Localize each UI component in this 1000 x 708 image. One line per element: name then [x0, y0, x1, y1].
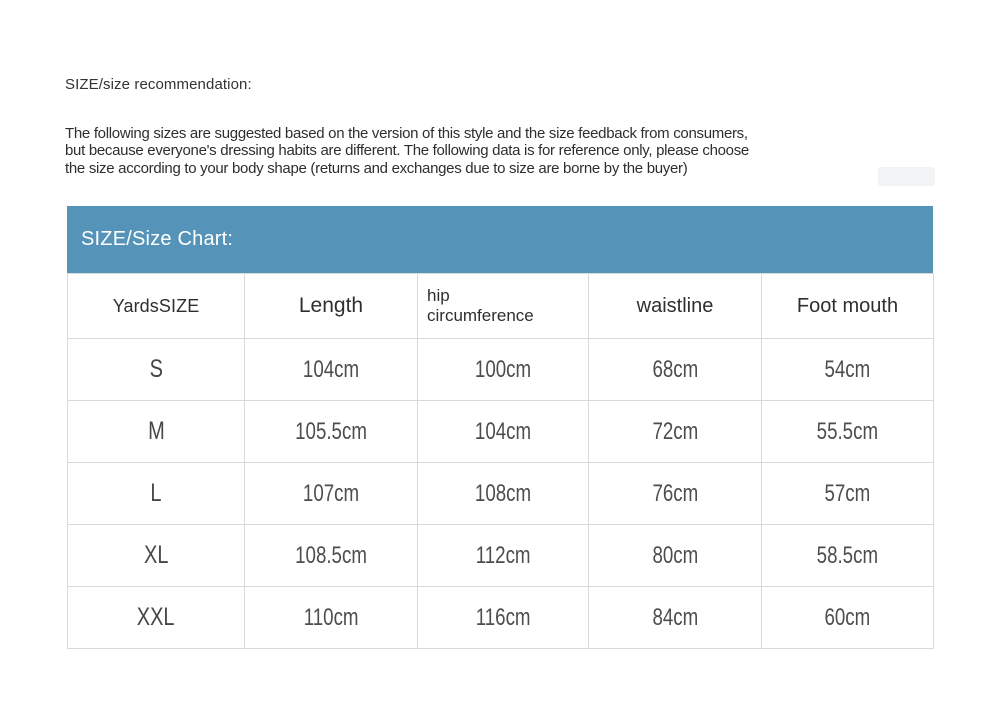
- table-row-s: [68, 339, 934, 401]
- waist-cell: 72cm: [589, 401, 762, 463]
- description-line-1: The following sizes are suggested based on the version of this style and the size feedback from consumers,: [65, 125, 748, 142]
- column-header-hip: [418, 274, 589, 339]
- table-row-l: [68, 463, 934, 525]
- length-cell: 108.5cm: [245, 525, 418, 587]
- size-description: [65, 125, 749, 177]
- length-cell: 105.5cm: [245, 401, 418, 463]
- hip-cell: 104cm: [418, 401, 589, 463]
- size-cell: M: [68, 401, 245, 463]
- foot-cell: 54cm: [762, 339, 934, 401]
- table-header-row: [68, 274, 934, 339]
- foot-cell: 57cm: [762, 463, 934, 525]
- waist-cell: 84cm: [589, 587, 762, 649]
- table-row-m: [68, 401, 934, 463]
- column-header-length: Length: [245, 274, 418, 339]
- column-header-waistline: waistline: [589, 274, 762, 339]
- waist-cell: 76cm: [589, 463, 762, 525]
- hip-cell: 116cm: [418, 587, 589, 649]
- page-title: SIZE/size recommendation:: [65, 76, 252, 93]
- faint-highlight-artifact: [878, 167, 935, 186]
- column-header-hip-label: hip circumference: [427, 285, 534, 325]
- size-cell: XL: [68, 525, 245, 587]
- table-row-xxl: [68, 587, 934, 649]
- foot-cell: 60cm: [762, 587, 934, 649]
- length-cell: 104cm: [245, 339, 418, 401]
- foot-cell: 58.5cm: [762, 525, 934, 587]
- size-chart-title: SIZE/Size Chart:: [81, 228, 234, 250]
- size-chart-header-bar: [67, 206, 933, 273]
- size-cell: S: [68, 339, 245, 401]
- hip-cell: 100cm: [418, 339, 589, 401]
- hip-cell: 108cm: [418, 463, 589, 525]
- waist-cell: 80cm: [589, 525, 762, 587]
- size-cell: XXL: [68, 587, 245, 649]
- foot-cell: 55.5cm: [762, 401, 934, 463]
- column-header-foot-mouth: Foot mouth: [762, 274, 934, 339]
- waist-cell: 68cm: [589, 339, 762, 401]
- table-row-xl: [68, 525, 934, 587]
- description-line-3: the size according to your body shape (returns and exchanges due to size are borne by the buyer): [65, 159, 688, 177]
- column-header-size: YardsSIZE: [68, 274, 245, 339]
- hip-cell: 112cm: [418, 525, 589, 587]
- length-cell: 107cm: [245, 463, 418, 525]
- size-chart-table: [67, 273, 934, 649]
- size-cell: L: [68, 463, 245, 525]
- description-line-2: but because everyone's dressing habits are different. The following data is for reference only, please choose: [65, 142, 749, 160]
- length-cell: 110cm: [245, 587, 418, 649]
